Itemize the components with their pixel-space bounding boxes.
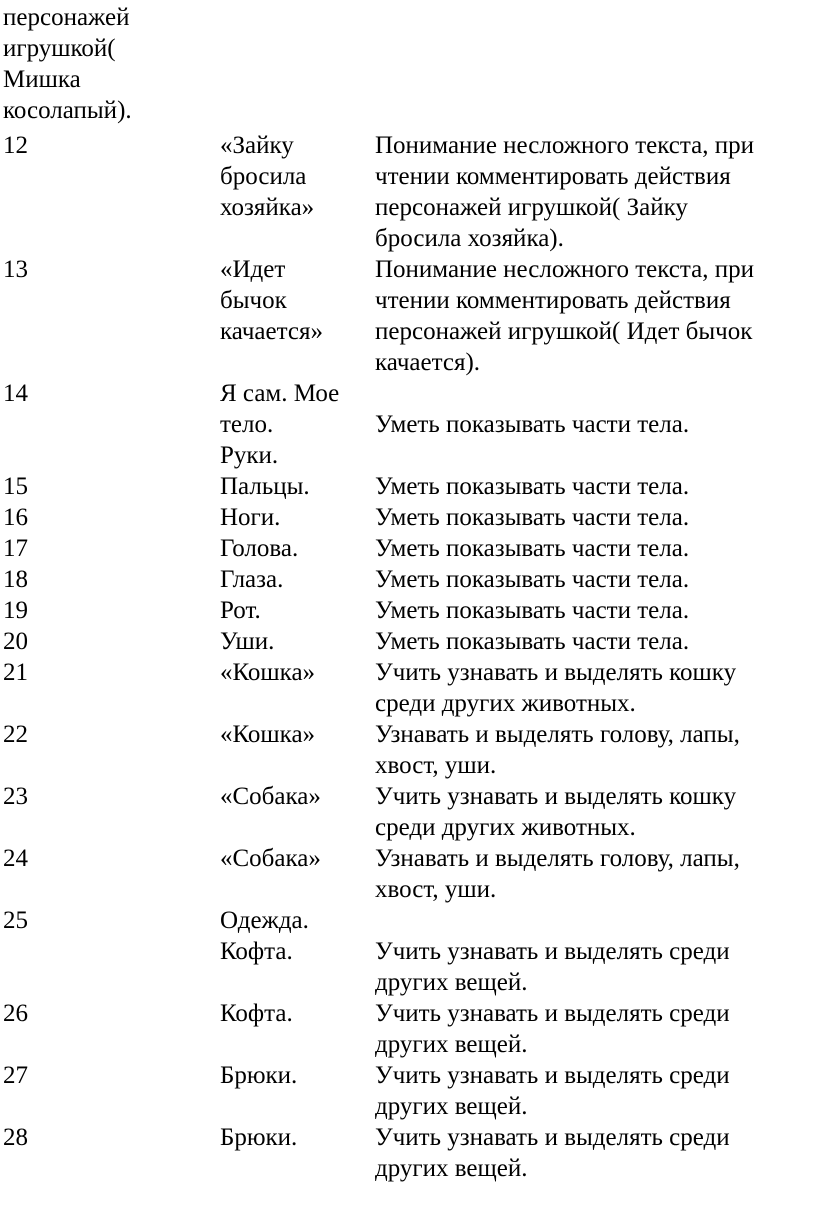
lesson-topic [220,657,373,719]
goal-line: Уметь показывать части тела. [375,411,690,438]
table-row [0,471,816,502]
goal-line: других вещей. [375,1093,528,1120]
lesson-topic [220,130,373,254]
topic-line: бросила [220,163,307,190]
lesson-goal [373,781,816,843]
lesson-goal [373,998,816,1060]
goal-line: других вещей. [375,1155,528,1182]
goal-line: других вещей. [375,1031,528,1058]
row-number: 24 [3,845,28,872]
topic-line: Брюки. [220,1062,298,1089]
row-number: 18 [3,566,28,593]
topic-line: Кофта. [220,938,293,965]
lesson-goal [373,130,816,254]
table-row [0,564,816,595]
goal-line: Понимание несложного текста, при [375,256,754,283]
lesson-topic [220,254,373,378]
lesson-goal [373,1122,816,1184]
lesson-topic [220,626,373,657]
goal-line: Уметь показывать части тела. [375,628,690,655]
goal-spacer [375,905,816,936]
table-row [0,130,816,254]
table-row [0,502,816,533]
goal-line: Учить узнавать и выделять среди [375,1124,730,1151]
goal-line: среди других животных. [375,690,636,717]
lesson-topic [220,1060,373,1122]
goal-line: качается). [375,349,481,376]
table-row [0,254,816,378]
lesson-topic [220,719,373,781]
row-number: 27 [3,1062,28,1089]
row-number: 19 [3,597,28,624]
topic-line: Одежда. [220,907,309,934]
goal-line: Учить узнавать и выделять кошку [375,783,737,810]
lesson-goal [373,378,816,471]
topic-line: качается» [220,318,323,345]
row-number: 15 [3,473,28,500]
lesson-goal [373,595,816,626]
lesson-goal [373,254,816,378]
table-row [0,595,816,626]
table-row [0,1060,816,1122]
topic-line: Кофта. [220,1000,293,1027]
lesson-topic [220,905,373,998]
goal-line: Уметь показывать части тела. [375,566,690,593]
continuation-line: косолапый). [3,97,132,124]
goal-line: персонажей игрушкой( Зайку [375,194,688,221]
goal-line: Уметь показывать части тела. [375,597,690,624]
lesson-topic [220,471,373,502]
row-number: 17 [3,535,28,562]
lesson-goal [373,626,816,657]
topic-line: Я сам. Мое [220,380,340,407]
lesson-goal [373,471,816,502]
lesson-topic [220,998,373,1060]
lesson-plan-table [0,130,816,1184]
lesson-topic [220,533,373,564]
lesson-topic [220,502,373,533]
goal-line: Уметь показывать части тела. [375,535,690,562]
row-number: 25 [3,907,28,934]
table-row [0,657,816,719]
topic-line: Голова. [220,535,299,562]
topic-line: Глаза. [220,566,284,593]
topic-line: Пальцы. [220,473,310,500]
goal-line: персонажей игрушкой( Идет бычок [375,318,753,345]
row-number: 28 [3,1124,28,1151]
lesson-topic [220,564,373,595]
lesson-topic [220,378,373,471]
goal-line: Уметь показывать части тела. [375,473,690,500]
goal-line: бросила хозяйка). [375,225,564,252]
goal-line: Учить узнавать и выделять кошку [375,659,737,686]
row-number: 23 [3,783,28,810]
goal-line: чтении комментировать действия [375,163,731,190]
goal-line: хвост, уши. [375,876,497,903]
lesson-goal [373,719,816,781]
goal-line: Узнавать и выделять голову, лапы, [375,845,740,872]
table-row [0,1122,816,1184]
topic-line: «Идет [220,256,286,283]
lesson-goal [373,502,816,533]
row-number: 16 [3,504,28,531]
topic-line: «Кошка» [220,721,316,748]
lesson-goal [373,564,816,595]
topic-line: Ноги. [220,504,281,531]
topic-line: «Зайку [220,132,294,159]
continuation-line: Мишка [3,66,81,93]
row-number: 20 [3,628,28,655]
row-number: 13 [3,256,28,283]
goal-line: Учить узнавать и выделять среди [375,1062,730,1089]
goal-line: хвост, уши. [375,752,497,779]
row-number: 22 [3,721,28,748]
table-row [0,533,816,564]
topic-line: хозяйка» [220,194,315,221]
topic-line: Рот. [220,597,261,624]
lesson-topic [220,595,373,626]
goal-line: Узнавать и выделять голову, лапы, [375,721,740,748]
goal-line: Уметь показывать части тела. [375,504,690,531]
goal-line: среди других животных. [375,814,636,841]
lesson-goal [373,533,816,564]
goal-line: Учить узнавать и выделять среди [375,1000,730,1027]
topic-line: Уши. [220,628,275,655]
row-number: 26 [3,1000,28,1027]
lesson-goal [373,905,816,998]
lesson-goal [373,843,816,905]
table-row [0,843,816,905]
topic-line: бычок [220,287,287,314]
lesson-goal [373,1060,816,1122]
table-row [0,378,816,471]
table-row [0,781,816,843]
topic-line: «Собака» [220,783,321,810]
table-row [0,998,816,1060]
goal-line: чтении комментировать действия [375,287,731,314]
topic-line: Руки. [220,442,279,469]
lesson-topic [220,781,373,843]
table-row [0,626,816,657]
table-row [0,905,816,998]
lesson-topic [220,1122,373,1184]
topic-line: «Кошка» [220,659,316,686]
continuation-line: игрушкой( [3,35,116,62]
lesson-goal [373,657,816,719]
topic-line: «Собака» [220,845,321,872]
lesson-topic [220,843,373,905]
row-number: 21 [3,659,28,686]
row-number: 12 [3,132,28,159]
table-row [0,719,816,781]
previous-row-continuation [3,2,203,126]
goal-line: других вещей. [375,969,528,996]
goal-line: Понимание несложного текста, при [375,132,754,159]
topic-line: тело. [220,411,274,438]
continuation-line: персонажей [3,4,130,31]
goal-line: Учить узнавать и выделять среди [375,938,730,965]
topic-line: Брюки. [220,1124,298,1151]
row-number: 14 [3,380,28,407]
